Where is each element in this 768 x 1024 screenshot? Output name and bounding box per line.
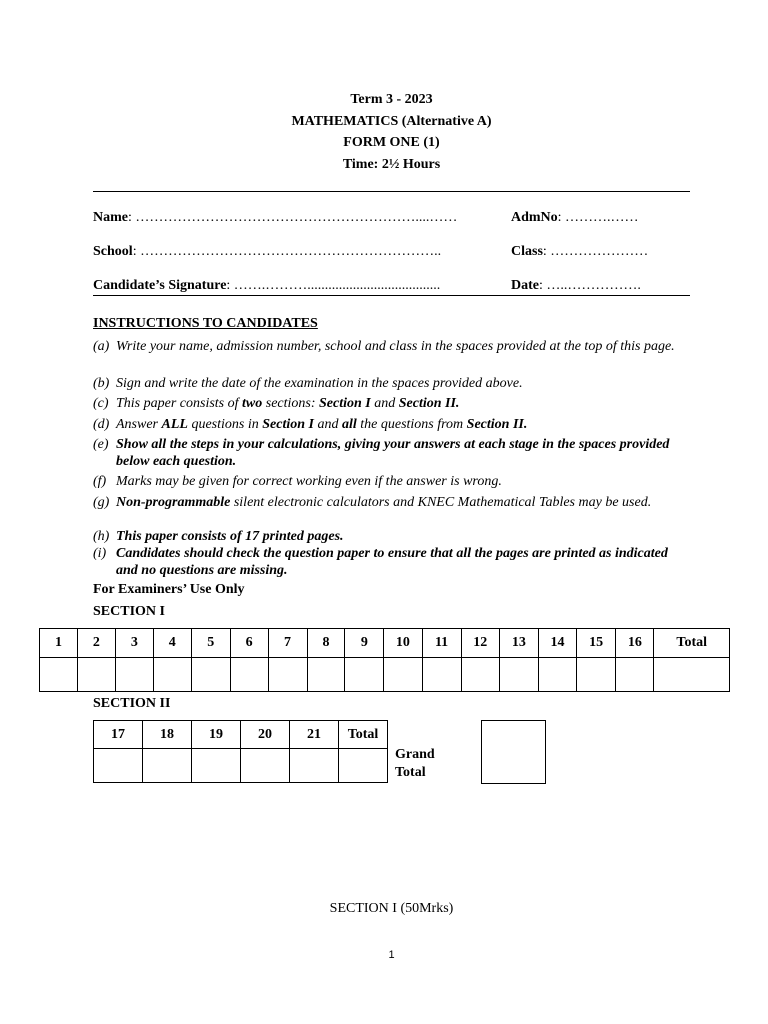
grand-total-box[interactable] <box>481 720 546 784</box>
section2-score-cell[interactable] <box>143 749 192 783</box>
instruction-text: Sign and write the date of the examination in the spaces provided above. <box>116 376 523 391</box>
section1-score-cell[interactable] <box>577 658 616 692</box>
class-label: Class <box>511 244 543 259</box>
school-dots: : ……………………………………………………….. <box>132 244 442 259</box>
date-label: Date <box>511 278 539 293</box>
school-label: School <box>93 244 133 259</box>
section1-header-cell: 2 <box>77 629 115 658</box>
section2-score-cell[interactable] <box>94 749 143 783</box>
exam-time: Time: 2½ Hours <box>342 157 441 172</box>
instruction-text: Non-programmable silent electronic calculators and KNEC Mathematical Tables may be used. <box>116 495 652 510</box>
grand-total-line2: Total <box>395 765 426 780</box>
instruction-label: (f) <box>93 474 107 489</box>
section2-header-cell: 19 <box>192 721 241 749</box>
signature-field[interactable] <box>93 277 440 295</box>
instruction-text: Answer ALL questions in Section I and all the questions from Section II. <box>116 417 528 432</box>
admno-field[interactable] <box>511 209 639 227</box>
section1-header-cell: 15 <box>577 629 616 658</box>
section1-header-cell: 5 <box>191 629 230 658</box>
section1-score-cell[interactable] <box>307 658 345 692</box>
section1-header-cell: Total <box>654 629 730 658</box>
signature-label: Candidate’s Signature <box>93 278 227 293</box>
examiners-title: For Examiners’ Use Only <box>93 582 245 597</box>
class-dots: : ………………… <box>542 244 649 259</box>
section-heading: SECTION I (50Mrks) <box>329 901 454 916</box>
admno-label: AdmNo <box>511 210 558 225</box>
name-dots: : ……………………………………………………....…… <box>128 210 458 225</box>
instruction-item <box>93 436 693 470</box>
instruction-label: (d) <box>93 417 110 432</box>
section2-header-cell: 18 <box>143 721 192 749</box>
exam-subject: MATHEMATICS (Alternative A) <box>291 114 492 129</box>
date-field[interactable] <box>511 277 641 295</box>
instruction-item <box>93 395 693 412</box>
section1-header-cell: 1 <box>40 629 78 658</box>
instruction-text: Marks may be given for correct working even if the answer is wrong. <box>116 474 502 489</box>
section2-score-table <box>93 720 388 783</box>
section1-label: SECTION I <box>93 604 165 619</box>
signature-dots: : …….………...................................... <box>226 278 441 293</box>
instruction-text: This paper consists of two sections: Section I and Section II. <box>116 396 460 411</box>
instruction-text: Show all the steps in your calculations, giving your answers at each stage in the spaces provided below each question. <box>116 437 670 469</box>
section2-score-cell[interactable] <box>241 749 290 783</box>
school-field[interactable] <box>93 243 441 261</box>
section1-score-cell[interactable] <box>461 658 499 692</box>
section1-score-cell[interactable] <box>384 658 422 692</box>
section1-score-cell[interactable] <box>153 658 191 692</box>
instructions-title: INSTRUCTIONS TO CANDIDATES <box>93 316 318 331</box>
section1-header-cell: 10 <box>384 629 422 658</box>
section1-score-table <box>39 628 730 692</box>
section1-score-cell[interactable] <box>268 658 307 692</box>
section2-score-cell[interactable] <box>192 749 241 783</box>
section2-header-cell: 20 <box>241 721 290 749</box>
section1-score-cell[interactable] <box>77 658 115 692</box>
instruction-item <box>93 375 693 392</box>
section1-header-cell: 16 <box>616 629 654 658</box>
instruction-item <box>93 416 693 433</box>
exam-term: Term 3 - 2023 <box>350 92 433 107</box>
section1-score-cell[interactable] <box>616 658 654 692</box>
exam-form: FORM ONE (1) <box>343 135 440 150</box>
section1-score-cell[interactable] <box>422 658 461 692</box>
section1-header-cell: 9 <box>345 629 384 658</box>
instruction-label: (c) <box>93 396 109 411</box>
admno-dots: : ……….…… <box>557 210 639 225</box>
section2-header-cell: Total <box>339 721 388 749</box>
section2-label: SECTION II <box>93 696 171 711</box>
name-field[interactable] <box>93 209 457 227</box>
instruction-text: Write your name, admission number, school and class in the spaces provided at the top of this page. <box>116 339 675 354</box>
instruction-label: (b) <box>93 376 110 391</box>
page-number: 1 <box>388 949 395 961</box>
class-field[interactable] <box>511 243 648 261</box>
section1-score-cell[interactable] <box>538 658 576 692</box>
instruction-item <box>93 494 693 511</box>
grand-total-line1: Grand <box>395 747 435 762</box>
header-divider <box>93 191 690 192</box>
grand-total-label <box>395 746 435 782</box>
section2-score-cell[interactable] <box>290 749 339 783</box>
section1-score-cell[interactable] <box>191 658 230 692</box>
instruction-text: Candidates should check the question paper to ensure that all the pages are printed as indicated and no questions are missing. <box>116 546 668 578</box>
date-dots: : …..……………. <box>539 278 641 293</box>
section1-header-cell: 12 <box>461 629 499 658</box>
instruction-label: (a) <box>93 339 110 354</box>
fields-divider <box>93 295 690 296</box>
instruction-label: (e) <box>93 437 109 452</box>
section1-header-cell: 4 <box>153 629 191 658</box>
instruction-item <box>93 528 693 545</box>
section1-header-cell: 14 <box>538 629 576 658</box>
section1-score-cell[interactable] <box>40 658 78 692</box>
instruction-label: (i) <box>93 546 107 561</box>
section1-header-cell: 7 <box>268 629 307 658</box>
instruction-text: This paper consists of 17 printed pages. <box>116 529 344 544</box>
section1-header-cell: 11 <box>422 629 461 658</box>
section1-score-cell[interactable] <box>230 658 268 692</box>
instruction-item <box>93 473 693 490</box>
instruction-label: (h) <box>93 529 110 544</box>
instruction-item <box>93 545 693 579</box>
name-label: Name <box>93 210 128 225</box>
section1-score-cell[interactable] <box>345 658 384 692</box>
section2-score-cell[interactable] <box>339 749 388 783</box>
section2-header-cell: 17 <box>94 721 143 749</box>
section1-header-cell: 13 <box>499 629 538 658</box>
section1-score-cell[interactable] <box>115 658 153 692</box>
instruction-label: (g) <box>93 495 110 510</box>
section1-header-cell: 6 <box>230 629 268 658</box>
instruction-item <box>93 338 693 355</box>
section2-header-cell: 21 <box>290 721 339 749</box>
section1-header-cell: 8 <box>307 629 345 658</box>
section1-score-cell[interactable] <box>654 658 730 692</box>
section1-score-cell[interactable] <box>499 658 538 692</box>
section1-header-cell: 3 <box>115 629 153 658</box>
